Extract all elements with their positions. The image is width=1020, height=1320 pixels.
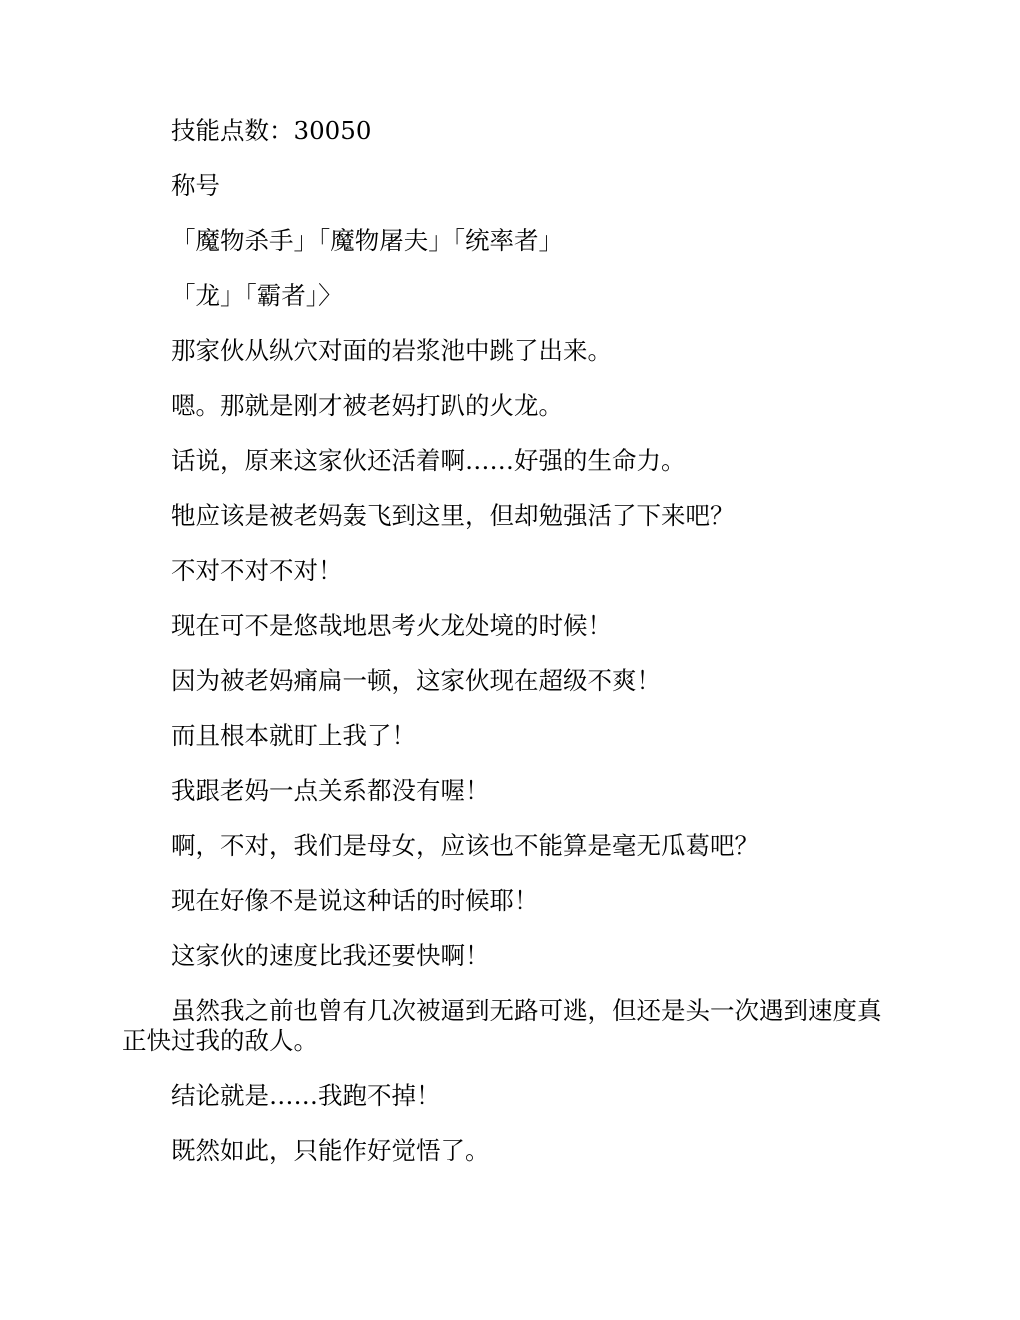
paragraph: 既然如此，只能作好觉悟了。 [171,1136,490,1165]
paragraph: 而且根本就盯上我了！ [171,721,416,750]
paragraph: 技能点数：30050 [171,116,372,145]
paragraph: 这家伙的速度比我还要快啊！ [171,941,490,970]
paragraph: 嗯。那就是刚才被老妈打趴的火龙。 [171,391,563,420]
paragraph: 啊，不对，我们是母女，应该也不能算是毫无瓜葛吧？ [171,831,759,860]
paragraph: 话说，原来这家伙还活着啊……好强的生命力。 [171,446,686,475]
paragraph: 我跟老妈一点关系都没有喔！ [171,776,490,805]
document-page [122,116,902,1191]
paragraph: 虽然我之前也曾有几次被逼到无路可逃，但还是头一次遇到速度真正快过我的敌人。 [122,996,882,1055]
paragraph: 称号 [171,171,220,200]
paragraph: 现在好像不是说这种话的时候耶！ [171,886,539,915]
paragraph: 牠应该是被老妈轰飞到这里，但却勉强活了下来吧？ [171,501,735,530]
paragraph: 「魔物杀手」「魔物屠夫」「统率者」 [171,226,563,255]
paragraph: 因为被老妈痛扁一顿，这家伙现在超级不爽！ [171,666,661,695]
paragraph: 「龙」「霸者」〉 [171,281,343,310]
paragraph: 不对不对不对！ [171,556,343,585]
paragraph: 结论就是……我跑不掉！ [171,1081,441,1110]
paragraph: 现在可不是悠哉地思考火龙处境的时候！ [171,611,612,640]
paragraph: 那家伙从纵穴对面的岩浆池中跳了出来。 [171,336,612,365]
